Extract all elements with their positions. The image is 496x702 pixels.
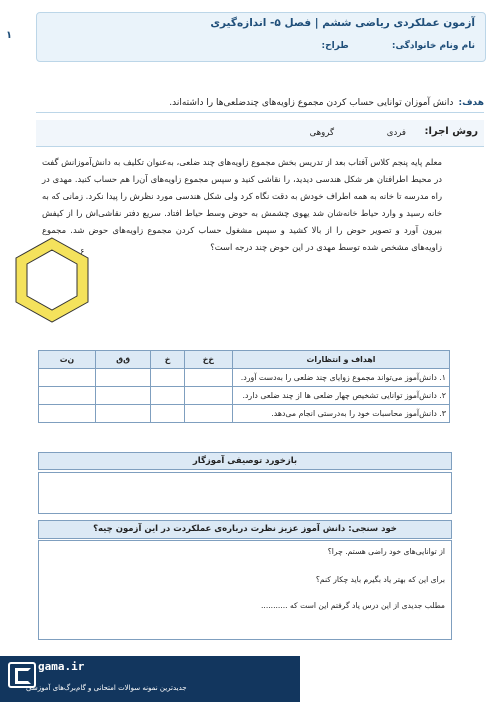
self-assessment-q2: برای این که بهتر یاد بگیرم باید چکار کنم؟: [315, 575, 445, 584]
checkbox-cell[interactable]: [95, 387, 150, 405]
table-header: خ‌خ: [184, 351, 232, 369]
designer-label: طراح:: [321, 41, 349, 51]
table-cell: ۲. دانش‌آموز توانایی تشخیص چهار ضلعی ها از چند ضلعی دارد.: [233, 387, 450, 405]
checkbox-cell[interactable]: [95, 369, 150, 387]
self-assessment-title: خود سنجی: دانش آموز عزیز نظرت درباره‌ی عملکردت در این آزمون چیه؟: [38, 520, 452, 539]
name-label: نام ونام خانوادگی:: [391, 41, 475, 51]
feedback-box[interactable]: [38, 472, 452, 514]
evaluation-table: [38, 350, 450, 423]
checkbox-cell[interactable]: [151, 369, 184, 387]
table-row: [39, 405, 450, 423]
table-header: اهداف و انتظارات: [233, 351, 450, 369]
checkbox-cell[interactable]: [184, 405, 232, 423]
header-panel: [36, 12, 486, 62]
method-individual: فردی: [386, 128, 406, 138]
checkbox-cell[interactable]: [151, 387, 184, 405]
table-cell: ۳. دانش‌آموز محاسبات خود را به‌درستی انجام می‌دهد.: [233, 405, 450, 423]
checkbox-cell[interactable]: [184, 387, 232, 405]
goal-row: [36, 90, 484, 113]
goal-label: هدف:: [458, 98, 484, 108]
footer-banner: [0, 656, 300, 702]
method-label: روش اجرا:: [424, 126, 478, 137]
self-assessment-box[interactable]: [38, 540, 452, 640]
self-assessment-q3: مطلب جدیدی از این درس یاد گرفتم این است که ...........: [261, 601, 445, 610]
footer-tagline: جدیدترین نمونه سوالات امتحانی و گام‌برگ‌های آموزشی: [26, 684, 187, 692]
table-cell: ۱. دانش‌آموز می‌تواند مجموع زوایای چند ضلعی را به‌دست آورد.: [233, 369, 450, 387]
table-row: [39, 369, 450, 387]
footer-site[interactable]: gama.ir: [38, 660, 85, 673]
angle-label: ۶: [80, 247, 85, 256]
table-header: خ: [151, 351, 184, 369]
self-assessment-q1: از توانایی‌های خود راضی هستم. چرا؟: [327, 547, 445, 556]
hexagon-pool-figure: [14, 236, 90, 324]
checkbox-cell[interactable]: [39, 405, 96, 423]
page-title: آزمون عملکردی ریاضی ششم | فصل ۵- اندازه‌گیری: [210, 17, 475, 29]
checkbox-cell[interactable]: [184, 369, 232, 387]
header-fields: [322, 41, 476, 51]
table-row: [39, 387, 450, 405]
checkbox-cell[interactable]: [151, 405, 184, 423]
table-header-row: [39, 351, 450, 369]
feedback-title: بازخورد توصیفی آموزگار: [38, 452, 452, 470]
checkbox-cell[interactable]: [95, 405, 150, 423]
checkbox-cell[interactable]: [39, 387, 96, 405]
method-group: گروهی: [309, 128, 334, 138]
page-number: ۱: [6, 30, 13, 41]
table-header: ن‌ت: [39, 351, 96, 369]
method-row: [36, 120, 484, 147]
checkbox-cell[interactable]: [39, 369, 96, 387]
goal-text: دانش آموزان توانایی حساب کردن مجموع زاویه‌های چندضلعی‌ها را داشته‌اند.: [169, 98, 454, 108]
table-header: ق‌ق: [95, 351, 150, 369]
problem-text: معلم پایه پنجم کلاس آفتاب بعد از تدریس بخش مجموع زاویه‌های چند ضلعی، به‌عنوان تکلیف به دانش‌آموزانش گفت در محیط اطرافتان هر شکل هندسی دیدید، را نقاشی کنید و سپس مجموع زاویه‌های آن‌را هم حساب کنید. مهدی در راه مدرسه تا خانه به همه اطراف خودش به دقت نگاه کرد ولی شکل هندسی مورد نظرش را پیدا نکرد. زمانی که به خانه رسید و وارد حیاط خانه‌شان شد یهوی چشمش به حوض وسط حیاط افتاد. سریع دفتر نقاشی‌اش را از کیفش بیرون آورد و تصویر حوض را از بالا کشید و سپس مشغول حساب کردن مجموع زاویه‌های حوض شد. مجموع زاویه‌های مشخص شده توسط مهدی در این حوض چند درجه است؟: [42, 157, 442, 252]
